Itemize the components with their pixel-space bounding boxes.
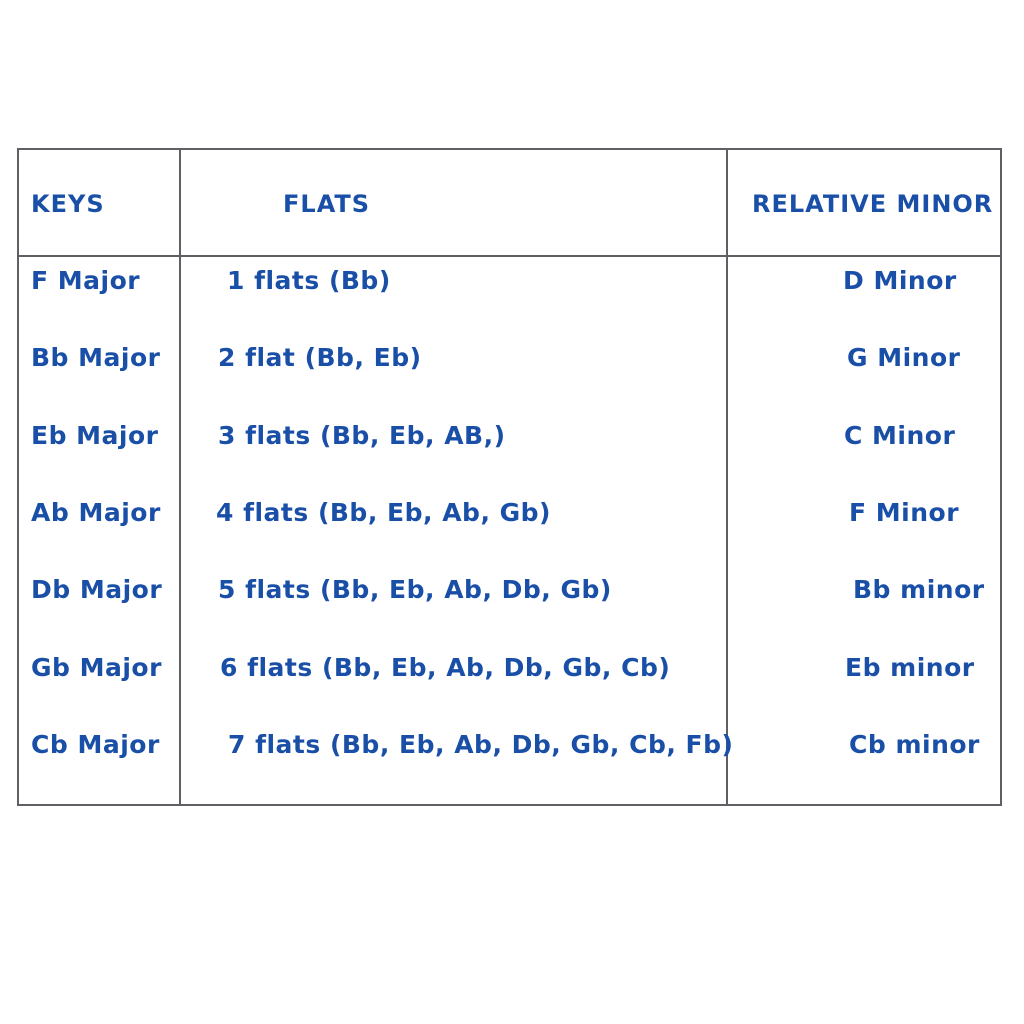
minor-cell: D Minor xyxy=(843,266,957,295)
minor-cell: F Minor xyxy=(849,498,960,527)
header-divider xyxy=(19,255,1000,257)
header-relative-minor: RELATIVE MINOR xyxy=(752,190,994,218)
flats-cell: 7 flats (Bb, Eb, Ab, Db, Gb, Cb, Fb) xyxy=(228,730,734,759)
column-divider xyxy=(179,150,181,804)
header-keys: KEYS xyxy=(31,190,105,218)
flats-cell: 2 flat (Bb, Eb) xyxy=(218,343,422,372)
header-flats: FLATS xyxy=(283,190,371,218)
minor-cell: Cb minor xyxy=(849,730,980,759)
key-cell: Gb Major xyxy=(31,653,162,682)
key-cell: Cb Major xyxy=(31,730,160,759)
flats-cell: 5 flats (Bb, Eb, Ab, Db, Gb) xyxy=(218,575,612,604)
key-cell: Db Major xyxy=(31,575,163,604)
key-cell: Eb Major xyxy=(31,421,159,450)
key-signature-table xyxy=(17,148,1002,806)
minor-cell: Eb minor xyxy=(845,653,975,682)
key-cell: F Major xyxy=(31,266,141,295)
flats-cell: 1 flats (Bb) xyxy=(227,266,391,295)
key-cell: Bb Major xyxy=(31,343,161,372)
flats-cell: 3 flats (Bb, Eb, AB,) xyxy=(218,421,506,450)
minor-cell: Bb minor xyxy=(853,575,985,604)
column-divider xyxy=(726,150,728,804)
minor-cell: G Minor xyxy=(847,343,961,372)
key-cell: Ab Major xyxy=(31,498,161,527)
minor-cell: C Minor xyxy=(844,421,956,450)
flats-cell: 6 flats (Bb, Eb, Ab, Db, Gb, Cb) xyxy=(220,653,671,682)
flats-cell: 4 flats (Bb, Eb, Ab, Gb) xyxy=(216,498,551,527)
